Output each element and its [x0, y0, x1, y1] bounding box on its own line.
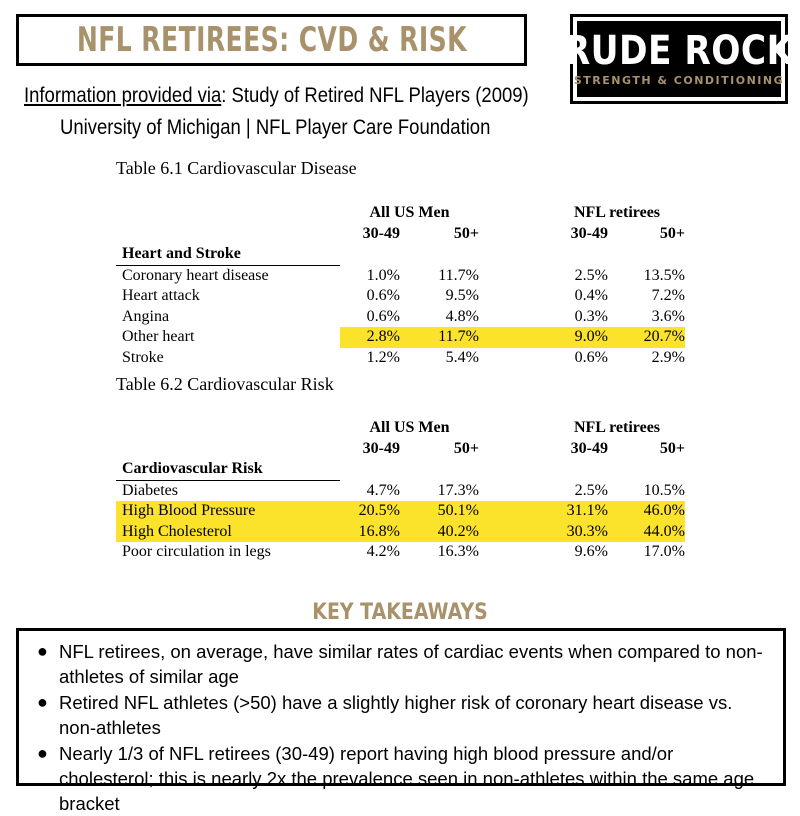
table-row — [116, 265, 685, 286]
cell-value: 3.6% — [651, 307, 685, 325]
cell-value: 0.3% — [574, 307, 608, 325]
row-label: Diabetes — [122, 481, 178, 499]
takeaways-heading — [0, 600, 800, 625]
cell-value: 9.6% — [574, 543, 608, 561]
cell-value: 17.3% — [437, 481, 479, 499]
cell-value-highlighted: 50.1% — [400, 501, 479, 522]
list-item — [37, 639, 771, 689]
table1-section-row — [116, 244, 685, 265]
bullet-icon: ● — [37, 692, 48, 712]
table2-group-all-us-men: All US Men — [369, 419, 450, 437]
cell-value: 2.9% — [651, 348, 685, 366]
table2 — [116, 418, 685, 563]
table1 — [116, 203, 685, 368]
takeaway-text: Nearly 1/3 of NFL retirees (30-49) report having high blood pressure and/or cholesterol; this is nearly 2x the prevalence seen in non-athletes within the same age bracket — [59, 743, 755, 814]
table2-group-header — [116, 418, 685, 439]
table1-caption: Table 6.1 Cardiovascular Disease — [116, 158, 357, 178]
takeaways-heading-text: KEY TAKEAWAYS — [312, 600, 488, 625]
table1-section-label: Heart and Stroke — [116, 244, 340, 265]
table1-col-men-30-49: 30-49 — [362, 224, 400, 242]
cell-value: 11.7% — [438, 266, 479, 284]
bullet-icon: ● — [37, 641, 48, 661]
cell-value: 16.3% — [437, 543, 479, 561]
cell-value: 1.0% — [366, 266, 400, 284]
takeaway-text: Retired NFL athletes (>50) have a slightly higher risk of coronary heart disease vs. non-athletes — [59, 692, 733, 738]
table2-col-men-50plus: 50+ — [453, 439, 479, 457]
cell-value: 4.2% — [366, 543, 400, 561]
cell-value: 4.8% — [445, 307, 479, 325]
table-row — [116, 286, 685, 307]
source-label: Information provided via — [24, 84, 222, 107]
takeaways-box — [16, 628, 786, 814]
cell-value: 17.0% — [643, 543, 685, 561]
table1-group-header — [116, 203, 685, 224]
table-row — [116, 348, 685, 369]
table1-col-nfl-50plus: 50+ — [659, 224, 685, 242]
table2-col-men-30-49: 30-49 — [362, 439, 400, 457]
row-label: Angina — [122, 307, 170, 325]
source-study: : Study of Retired NFL Players (2009) — [221, 84, 529, 107]
cell-value: 0.6% — [366, 287, 400, 305]
cell-value-highlighted: 20.5% — [340, 501, 400, 522]
logo-badge — [564, 21, 794, 97]
table2-group-nfl-retirees: NFL retirees — [573, 419, 661, 437]
row-label: Other heart — [122, 328, 195, 346]
cell-value: 2.5% — [574, 266, 608, 284]
cell-value: 13.5% — [643, 266, 685, 284]
row-label: Heart attack — [122, 287, 200, 305]
cell-value-highlighted: 11.7% — [400, 327, 479, 348]
table1-col-men-50plus: 50+ — [453, 224, 479, 242]
cell-value: 7.2% — [651, 287, 685, 305]
cell-value: 9.5% — [445, 287, 479, 305]
row-label-highlighted: High Cholesterol — [116, 522, 340, 543]
table2-col-nfl-30-49: 30-49 — [570, 439, 608, 457]
cell-value-highlighted: 46.0% — [608, 501, 685, 522]
source-orgs: University of Michigan | NFL Player Care Foundation — [60, 116, 491, 139]
cell-value-highlighted: 2.8% — [340, 327, 400, 348]
cell-value-highlighted: 20.7% — [608, 327, 685, 348]
cell-value: 0.6% — [366, 307, 400, 325]
cell-value: 4.7% — [366, 481, 400, 499]
table1-group-all-us-men: All US Men — [369, 204, 450, 222]
logo-tagline: STRENGTH & CONDITIONING — [573, 74, 785, 87]
source-line — [24, 84, 529, 108]
table-row — [116, 480, 685, 501]
table2-section-label: Cardiovascular Risk — [116, 459, 340, 480]
cell-value: 0.4% — [574, 287, 608, 305]
takeaways-list — [37, 639, 771, 816]
list-item — [37, 690, 771, 740]
cell-value: 1.2% — [366, 348, 400, 366]
table2-col-nfl-50plus: 50+ — [659, 439, 685, 457]
row-label: Poor circulation in legs — [122, 543, 271, 561]
table2-section-row — [116, 459, 685, 480]
brand-logo — [564, 14, 794, 104]
cell-value-highlighted: 31.1% — [479, 501, 608, 522]
logo-wordmark: RUDE ROCK — [564, 28, 794, 74]
table-row — [116, 542, 685, 563]
table2-column-header — [116, 439, 685, 460]
takeaway-text: NFL retirees, on average, have similar rates of cardiac events when compared to non-athletes of similar age — [59, 641, 763, 687]
row-label-highlighted: High Blood Pressure — [116, 501, 340, 522]
table-row — [116, 307, 685, 328]
table2-caption: Table 6.2 Cardiovascular Risk — [116, 374, 334, 394]
cell-value-highlighted: 9.0% — [479, 327, 608, 348]
table-row-highlighted — [116, 327, 685, 348]
cell-value: 5.4% — [445, 348, 479, 366]
title-box — [16, 14, 527, 66]
table-row-highlighted — [116, 522, 685, 543]
row-label: Stroke — [122, 348, 164, 366]
table-row-highlighted — [116, 501, 685, 522]
table1-column-header — [116, 224, 685, 245]
cell-value-highlighted: 16.8% — [340, 522, 400, 543]
cell-value-highlighted: 30.3% — [479, 522, 608, 543]
cell-value: 10.5% — [643, 481, 685, 499]
page-title: NFL RETIREES: CVD & RISK — [76, 20, 467, 60]
cell-value: 2.5% — [574, 481, 608, 499]
table1-group-nfl-retirees: NFL retirees — [573, 204, 661, 222]
cell-value-highlighted: 40.2% — [400, 522, 479, 543]
list-item — [37, 741, 771, 816]
table1-col-nfl-30-49: 30-49 — [570, 224, 608, 242]
bullet-icon: ● — [37, 743, 48, 763]
row-label: Coronary heart disease — [122, 266, 269, 284]
cell-value-highlighted: 44.0% — [608, 522, 685, 543]
cell-value: 0.6% — [574, 348, 608, 366]
